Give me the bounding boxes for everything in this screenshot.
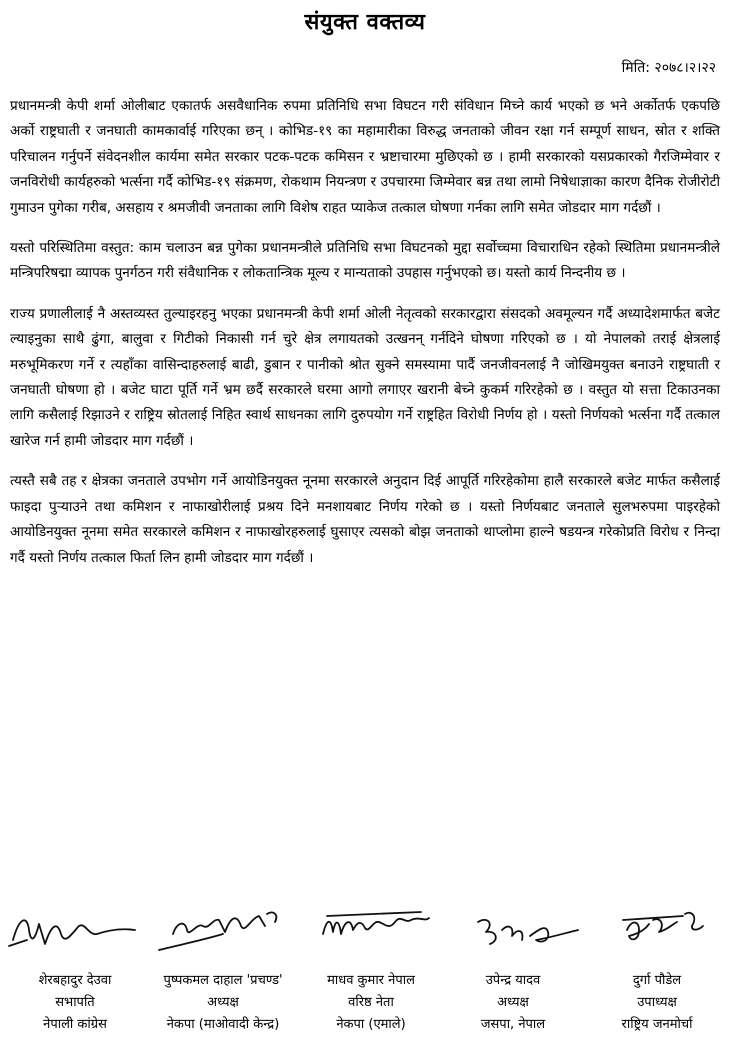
date-line: मिति: २०७८।२।२२ [621,60,716,76]
signatory-name: शेरबहादुर देउवा [38,973,112,988]
paragraph-3: राज्य प्रणालीलाई नै अस्तव्यस्त तुल्याइरहनु भएका प्रधानमन्त्री केपी शर्मा ओली नेतृत्वको सरकारद्वारा संसदको अवमूल्यन गर्दै अध्यादेशमार्फत बजेट ल्याइनुका साथै ढुंगा, बालुवा र गिटीको निकासी गर्न चुरे क्षेत्र लगायतको उत्खनन् गर्नदिने घोषणा गरिएको छ । यो नेपालको तराई क्षेत्रलाई मरुभूमिकरण गर्ने र त्यहाँका वासिन्दाहरुलाई बाढी, डुबान र पानीको श्रोत सुक्ने समस्यामा पार्दै जनजीवनलाई नै जोखिमयुक्त बनाउने राष्ट्रघाती र जनघाती घोषणा हो । बजेट घाटा पूर्ति गर्ने भ्रम छर्दै सरकारले घरमा आगो लगाएर खरानी बेच्ने कुकर्म गरिरहेको छ । वस्तुत यो सत्ता टिकाउनका लागि कसैलाई रिझाउने र राष्ट्रिय स्रोतलाई निहित स्वार्थ साधनका लागि दुरुपयोग गर्ने राष्ट्रहित विरोधी निर्णय हो । यस्तो निर्णयको भर्त्सना गर्दै तत्काल खारेज गर्न हामी जोडदार माग गर्दछौं । [10,305,720,449]
signatory-party: नेकपा (माओवादी केन्द्र) [166,1017,280,1032]
signatory-name: पुष्पकमल दाहाल 'प्रचण्ड' [163,973,283,988]
signatory-1 [0,900,150,1036]
signatory-3 [296,900,446,1036]
paragraph-2: यस्तो परिस्थितिमा वस्तुत: काम चलाउन बन्न पुगेका प्रधानमन्त्रीले प्रतिनिधि सभा विघटनको मुद्दा सर्वोच्चमा विचाराधिन रहेको स्थितिमा प्रधानमन्त्रीले मन्त्रिपरिषद्मा व्यापक पुनर्गठन गरी संवैधानिक र लोकतान्त्रिक मूल्य र मान्यताको उपहास गर्नुभएको छ। यस्तो कार्य निन्दनीय छ । [10,240,720,282]
signatory-name: उपेन्द्र यादव [485,973,541,988]
signature-block [0,900,730,1050]
paragraph-4: त्यस्तै सबै तह र क्षेत्रका जनताले उपभोग गर्ने आयोडिनयुक्त नूनमा सरकारले अनुदान दिई आपूर्ति गरिरहेकोमा हालै सरकारले बजेट मार्फत कसैलाई फाइदा पुऱ्याउने तथा कमिशन र नाफाखोरीलाई प्रश्रय दिने मनशायबाट निर्णय गरेको छ । यस्तो निर्णयबाट जनताले सुलभरुपमा पाइरहेको आयोडिनयुक्त नूनमा समेत सरकारले कमिशन र नाफाखोरहरुलाई घुसाएर त्यसको बोझ जनताको थाप्लोमा हाल्ने षडयन्त्र गरेकोप्रति विरोध र निन्दा गर्दै यस्तो निर्णय तत्काल फिर्ता लिन हामी जोडदार माग गर्दछौं । [10,473,720,566]
signatory-role: उपाध्यक्ष [637,995,677,1010]
signatory-name: माधव कुमार नेपाल [327,973,415,988]
signatory-party: नेकपा (एमाले) [336,1017,406,1032]
signatory-role: अध्यक्ष [497,995,529,1010]
handwritten-signature-2 [153,900,293,958]
statement-body [10,94,720,586]
signatory-role: सभापति [55,995,95,1010]
signatory-party: नेपाली कांग्रेस [43,1017,107,1032]
handwritten-signature-1 [5,900,145,958]
handwritten-signature-4 [438,900,588,958]
signatory-4 [438,900,588,1036]
paragraph-1: प्रधानमन्त्री केपी शर्मा ओलीबाट एकातर्फ असवैधानिक रुपमा प्रतिनिधि सभा विघटन गरी संविधान मिच्ने कार्य भएको छ भने अर्कोतर्फ एकपछि अर्को राष्ट्रघाती र जनघाती कामकार्वाई गरिएका छन् । कोभिड-१९ का महामारीका विरुद्ध जनताको जीवन रक्षा गर्न सम्पूर्ण साधन, स्रोत र शक्ति परिचालन गर्नुपर्ने संवेदनशील कार्यमा समेत सरकार पटक-पटक कमिसन र भ्रष्टाचारमा मुछिएको छ । हामी सरकारको यसप्रकारको गैरजिम्मेवार र जनविरोधी कार्यहरुको भर्त्सना गर्दै कोभिड-१९ संक्रमण, रोकथाम नियन्त्रण र उपचारमा जिम्मेवार बन्न तथा लामो निषेधाज्ञाका कारण दैनिक रोजीरोटी गुमाउन पुगेका गरीब, असहाय र श्रमजीवी जनताका लागि विशेष राहत प्याकेज तत्काल घोषणा गर्नका लागि समेत जोडदार माग गर्दछौं । [10,98,720,216]
handwritten-signature-3 [301,900,441,958]
statement-title: संयुक्त वक्तव्य [304,10,426,35]
signatory-role: वरिष्ठ नेता [348,995,394,1010]
signatory-party: जसपा, नेपाल [480,1017,546,1032]
signatory-party: राष्ट्रिय जनमोर्चा [621,1017,693,1032]
signatory-name: दुर्गा पौडेल [632,973,682,988]
signatory-5 [582,900,730,1036]
handwritten-signature-5 [587,900,727,958]
signatory-role: अध्यक्ष [207,995,239,1010]
signatory-2 [148,900,298,1036]
